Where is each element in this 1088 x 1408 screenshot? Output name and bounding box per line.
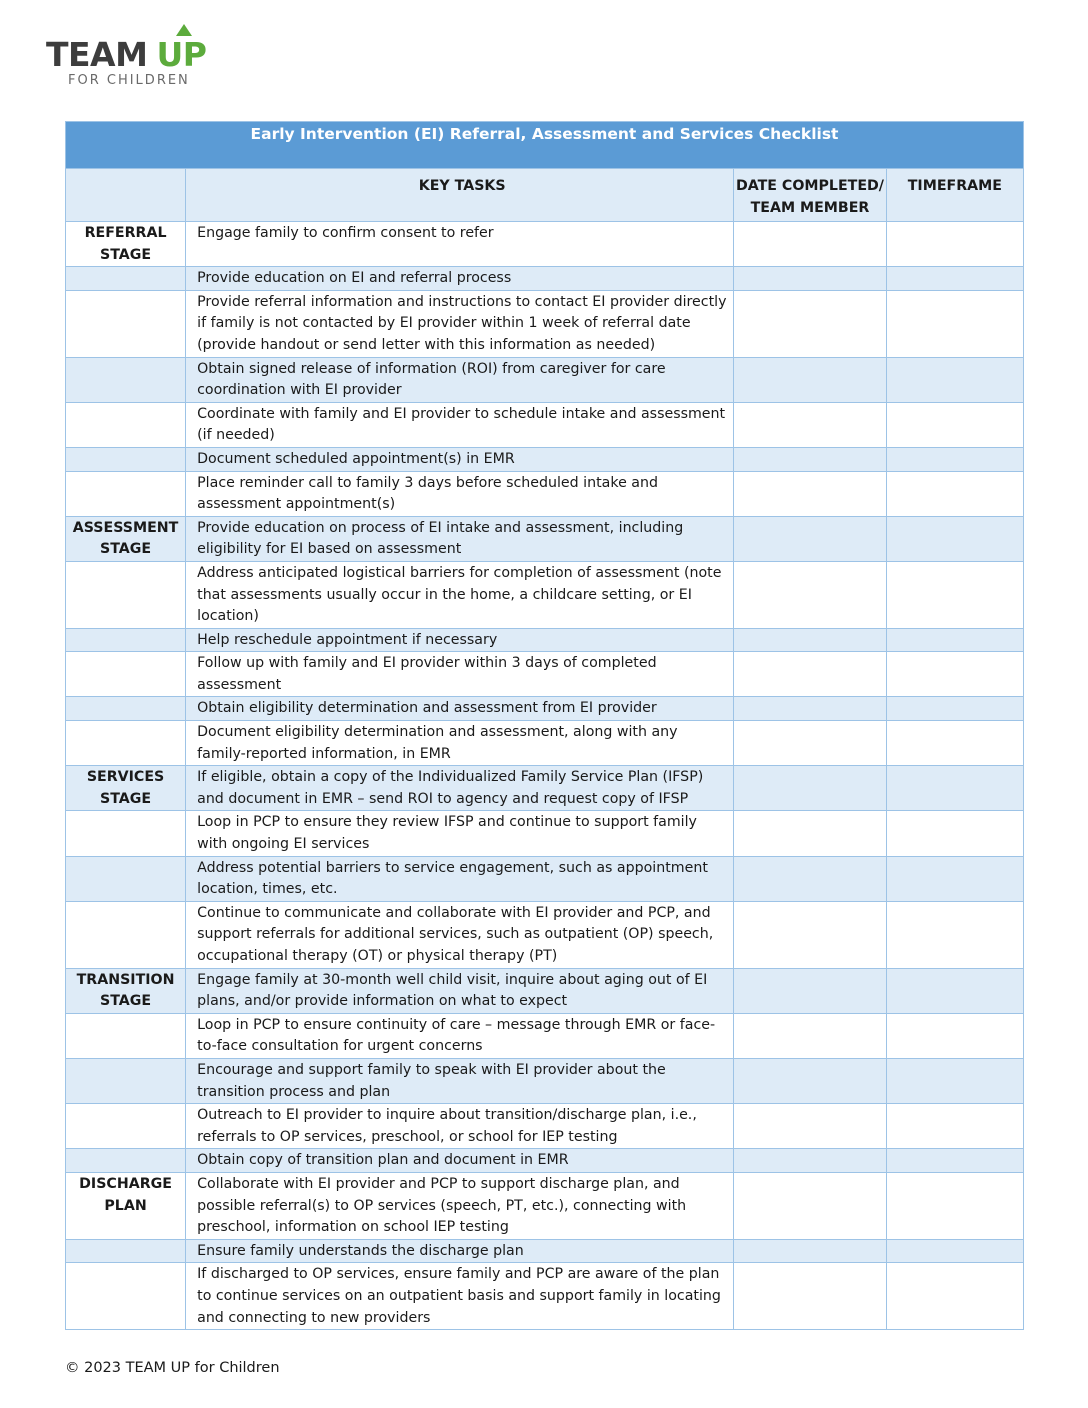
table-row <box>66 516 1024 561</box>
row-timeframe-cell[interactable] <box>886 856 1023 901</box>
row-timeframe-cell[interactable] <box>886 561 1023 628</box>
row-date-completed-cell[interactable] <box>734 901 886 968</box>
row-stage-label <box>66 901 186 968</box>
table-header-row <box>66 169 1024 222</box>
table-row <box>66 1263 1024 1330</box>
row-date-completed-cell[interactable] <box>734 856 886 901</box>
row-timeframe-cell[interactable] <box>886 1263 1023 1330</box>
table-row <box>66 357 1024 402</box>
row-stage-label <box>66 267 186 291</box>
table-row <box>66 968 1024 1013</box>
row-stage-label <box>66 721 186 766</box>
row-date-completed-cell[interactable] <box>734 516 886 561</box>
table-row <box>66 402 1024 447</box>
row-timeframe-cell[interactable] <box>886 811 1023 856</box>
row-stage-label <box>66 402 186 447</box>
row-task-text: Provide education on EI and referral process <box>186 267 734 291</box>
table-row <box>66 471 1024 516</box>
row-stage-label <box>66 1263 186 1330</box>
row-timeframe-cell[interactable] <box>886 1239 1023 1263</box>
row-timeframe-cell[interactable] <box>886 290 1023 357</box>
row-task-text: Encourage and support family to speak with EI provider about the transition process and plan <box>186 1058 734 1103</box>
logo-text-up-label: UP <box>156 35 207 74</box>
checklist-table <box>65 121 1024 1330</box>
row-task-text: If discharged to OP services, ensure family and PCP are aware of the plan to continue services on an outpatient basis and support family in locating and connecting to new providers <box>186 1263 734 1330</box>
table-row <box>66 1149 1024 1173</box>
row-task-text: Continue to communicate and collaborate with EI provider and PCP, and support referrals for additional services, such as outpatient (OP) speech, occupational therapy (OT) or physical therapy (PT) <box>186 901 734 968</box>
row-stage-label <box>66 471 186 516</box>
row-task-text: Loop in PCP to ensure continuity of care – message through EMR or face-to-face consultation for urgent concerns <box>186 1013 734 1058</box>
header-date-completed: DATE COMPLETED/ TEAM MEMBER <box>734 169 886 222</box>
row-date-completed-cell[interactable] <box>734 1013 886 1058</box>
row-date-completed-cell[interactable] <box>734 766 886 811</box>
header-key-tasks: KEY TASKS <box>186 169 734 222</box>
row-timeframe-cell[interactable] <box>886 1013 1023 1058</box>
row-task-text: Follow up with family and EI provider within 3 days of completed assessment <box>186 652 734 697</box>
row-date-completed-cell[interactable] <box>734 561 886 628</box>
row-timeframe-cell[interactable] <box>886 652 1023 697</box>
row-task-text: Provide education on process of EI intake and assessment, including eligibility for EI based on assessment <box>186 516 734 561</box>
row-date-completed-cell[interactable] <box>734 1239 886 1263</box>
row-date-completed-cell[interactable] <box>734 721 886 766</box>
row-date-completed-cell[interactable] <box>734 1263 886 1330</box>
row-date-completed-cell[interactable] <box>734 1172 886 1239</box>
row-stage-label <box>66 1013 186 1058</box>
table-row <box>66 856 1024 901</box>
row-stage-label <box>66 652 186 697</box>
row-timeframe-cell[interactable] <box>886 628 1023 652</box>
table-row <box>66 721 1024 766</box>
row-timeframe-cell[interactable] <box>886 222 1023 267</box>
row-date-completed-cell[interactable] <box>734 628 886 652</box>
row-task-text: Address potential barriers to service engagement, such as appointment location, times, etc. <box>186 856 734 901</box>
row-timeframe-cell[interactable] <box>886 968 1023 1013</box>
row-timeframe-cell[interactable] <box>886 1104 1023 1149</box>
row-timeframe-cell[interactable] <box>886 721 1023 766</box>
row-stage-label <box>66 1058 186 1103</box>
table-row <box>66 628 1024 652</box>
row-timeframe-cell[interactable] <box>886 471 1023 516</box>
row-date-completed-cell[interactable] <box>734 1104 886 1149</box>
table-row <box>66 447 1024 471</box>
table-row <box>66 766 1024 811</box>
row-timeframe-cell[interactable] <box>886 901 1023 968</box>
row-task-text: Engage family at 30-month well child visit, inquire about aging out of EI plans, and/or provide information on what to expect <box>186 968 734 1013</box>
team-up-logo <box>46 35 226 88</box>
row-task-text: Loop in PCP to ensure they review IFSP and continue to support family with ongoing EI services <box>186 811 734 856</box>
table-row <box>66 652 1024 697</box>
row-stage-label: SERVICES STAGE <box>66 766 186 811</box>
row-timeframe-cell[interactable] <box>886 766 1023 811</box>
logo-wordmark <box>46 35 226 74</box>
row-stage-label: REFERRAL STAGE <box>66 222 186 267</box>
table-body <box>66 222 1024 1330</box>
row-date-completed-cell[interactable] <box>734 222 886 267</box>
row-task-text: Provide referral information and instructions to contact EI provider directly if family is not contacted by EI provider within 1 week of referral date (provide handout or send letter with this information as needed) <box>186 290 734 357</box>
table-row <box>66 290 1024 357</box>
row-task-text: Obtain eligibility determination and assessment from EI provider <box>186 697 734 721</box>
row-stage-label <box>66 1104 186 1149</box>
row-stage-label <box>66 1149 186 1173</box>
row-timeframe-cell[interactable] <box>886 402 1023 447</box>
logo-text-team: TEAM <box>46 35 148 74</box>
row-task-text: Coordinate with family and EI provider to schedule intake and assessment (if needed) <box>186 402 734 447</box>
row-date-completed-cell[interactable] <box>734 357 886 402</box>
table-row <box>66 1172 1024 1239</box>
row-timeframe-cell[interactable] <box>886 697 1023 721</box>
row-task-text: Engage family to confirm consent to refer <box>186 222 734 267</box>
row-stage-label <box>66 697 186 721</box>
row-task-text: Ensure family understands the discharge plan <box>186 1239 734 1263</box>
row-stage-label <box>66 811 186 856</box>
table-row <box>66 561 1024 628</box>
row-date-completed-cell[interactable] <box>734 447 886 471</box>
row-task-text: Place reminder call to family 3 days before scheduled intake and assessment appointment(s) <box>186 471 734 516</box>
row-timeframe-cell[interactable] <box>886 357 1023 402</box>
row-date-completed-cell[interactable] <box>734 290 886 357</box>
row-date-completed-cell[interactable] <box>734 1058 886 1103</box>
table-row <box>66 1104 1024 1149</box>
row-date-completed-cell[interactable] <box>734 402 886 447</box>
row-date-completed-cell[interactable] <box>734 652 886 697</box>
row-date-completed-cell[interactable] <box>734 471 886 516</box>
row-task-text: Help reschedule appointment if necessary <box>186 628 734 652</box>
row-task-text: Document eligibility determination and assessment, along with any family-reported information, in EMR <box>186 721 734 766</box>
row-stage-label <box>66 628 186 652</box>
row-stage-label <box>66 561 186 628</box>
row-task-text: Outreach to EI provider to inquire about transition/discharge plan, i.e., referrals to OP services, preschool, or school for IEP testing <box>186 1104 734 1149</box>
row-task-text: Obtain copy of transition plan and document in EMR <box>186 1149 734 1173</box>
row-stage-label <box>66 290 186 357</box>
table-row <box>66 901 1024 968</box>
table-row <box>66 811 1024 856</box>
copyright-footer: © 2023 TEAM UP for Children <box>65 1360 280 1376</box>
logo-text-up <box>156 35 207 74</box>
row-timeframe-cell[interactable] <box>886 267 1023 291</box>
row-stage-label <box>66 447 186 471</box>
table-row <box>66 1013 1024 1058</box>
row-task-text: Document scheduled appointment(s) in EMR <box>186 447 734 471</box>
row-task-text: If eligible, obtain a copy of the Individualized Family Service Plan (IFSP) and document in EMR – send ROI to agency and request copy of IFSP <box>186 766 734 811</box>
row-stage-label: ASSESSMENT STAGE <box>66 516 186 561</box>
table-row <box>66 1058 1024 1103</box>
row-task-text: Obtain signed release of information (ROI) from caregiver for care coordination with EI provider <box>186 357 734 402</box>
row-stage-label: DISCHARGE PLAN <box>66 1172 186 1239</box>
row-timeframe-cell[interactable] <box>886 1149 1023 1173</box>
row-date-completed-cell[interactable] <box>734 267 886 291</box>
row-task-text: Collaborate with EI provider and PCP to support discharge plan, and possible referral(s) to OP services (speech, PT, etc.), connecting with preschool, information on school IEP testing <box>186 1172 734 1239</box>
row-stage-label: TRANSITION STAGE <box>66 968 186 1013</box>
row-stage-label <box>66 856 186 901</box>
row-date-completed-cell[interactable] <box>734 968 886 1013</box>
row-timeframe-cell[interactable] <box>886 516 1023 561</box>
row-task-text: Address anticipated logistical barriers for completion of assessment (note that assessments usually occur in the home, a childcare setting, or EI location) <box>186 561 734 628</box>
table-row <box>66 267 1024 291</box>
table-row <box>66 1239 1024 1263</box>
row-date-completed-cell[interactable] <box>734 697 886 721</box>
logo-arrow-icon <box>176 24 192 36</box>
row-stage-label <box>66 1239 186 1263</box>
row-stage-label <box>66 357 186 402</box>
row-timeframe-cell[interactable] <box>886 1172 1023 1239</box>
table-row <box>66 697 1024 721</box>
row-timeframe-cell[interactable] <box>886 447 1023 471</box>
table-title: Early Intervention (EI) Referral, Assessment and Services Checklist <box>66 122 1024 169</box>
row-timeframe-cell[interactable] <box>886 1058 1023 1103</box>
logo-subtitle: FOR CHILDREN <box>68 73 190 88</box>
row-date-completed-cell[interactable] <box>734 1149 886 1173</box>
header-stage <box>66 169 186 222</box>
header-timeframe: TIMEFRAME <box>886 169 1023 222</box>
table-row <box>66 222 1024 267</box>
row-date-completed-cell[interactable] <box>734 811 886 856</box>
